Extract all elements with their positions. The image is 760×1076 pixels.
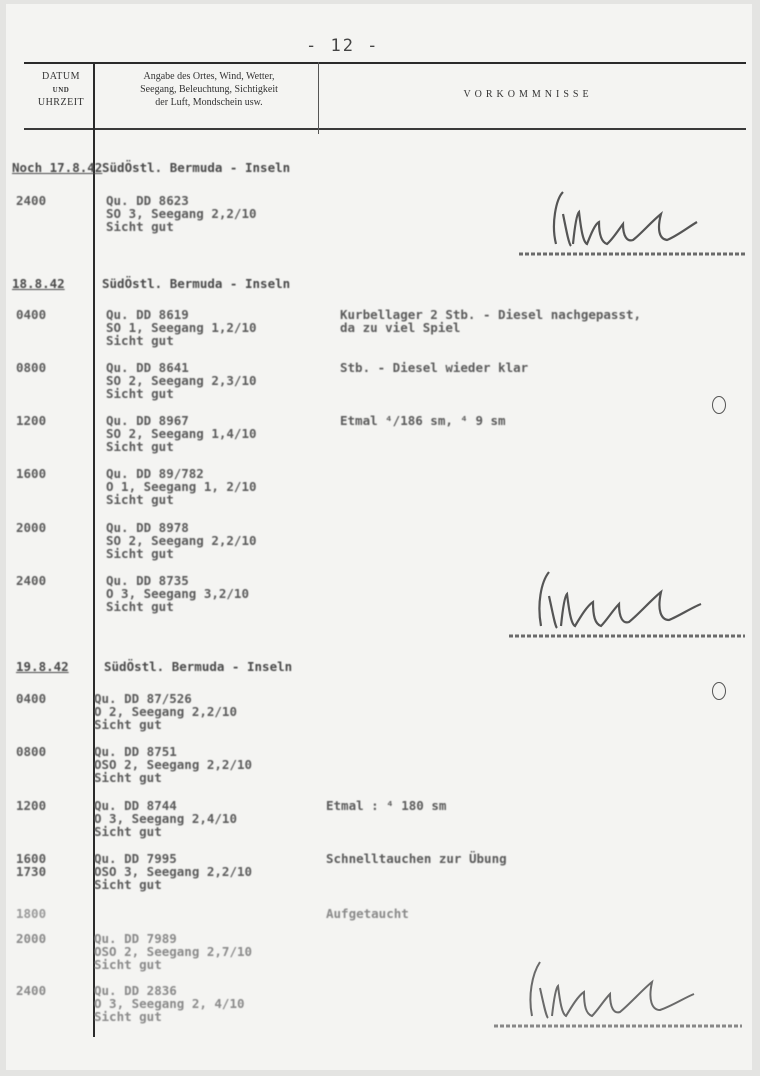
entry-wind: SO 2, Seegang 2,3/10 — [106, 373, 257, 388]
entry-note: Etmal ⁴/186 sm, ⁴ 9 sm — [340, 413, 506, 428]
section-place: SüdÖstl. Bermuda - Inseln — [104, 659, 293, 674]
entry-note: Kurbellager 2 Stb. - Diesel nachgepasst, da zu viel Spiel — [340, 307, 642, 335]
header-place — [98, 70, 320, 109]
entry-sight: Sicht gut — [94, 957, 162, 972]
entry-note: Aufgetaucht — [326, 906, 409, 921]
header-date-line: DATUM — [41, 71, 81, 82]
header-date-line: und — [52, 84, 70, 95]
entry-time: 1600 — [16, 466, 47, 481]
entry-position: Qu. DD 7989 — [94, 931, 177, 946]
entry-wind: SO 1, Seegang 1,2/10 — [106, 320, 257, 335]
entry-position: Qu. DD 87/526 — [94, 691, 192, 706]
entry-sight: Sicht gut — [94, 770, 162, 785]
entry-wind: OSO 3, Seegang 2,2/10 — [94, 864, 253, 879]
entry-wind: O 2, Seegang 2,2/10 — [94, 704, 237, 719]
entry-sight: Sicht gut — [106, 439, 174, 454]
entry-time: 2400 — [16, 193, 47, 208]
entry-note: Schnelltauchen zur Übung — [326, 851, 507, 866]
header-date-line: UHRZEIT — [37, 97, 85, 108]
entry-wind: OSO 2, Seegang 2,7/10 — [94, 944, 253, 959]
entry-sight: Sicht gut — [94, 877, 162, 892]
entry-wind: O 1, Seegang 1, 2/10 — [106, 479, 257, 494]
header-place-line: Seegang, Beleuchtung, Sichtigkeit — [140, 84, 278, 95]
entry-time: 0400 — [16, 691, 47, 706]
entry-time: 2000 — [16, 931, 47, 946]
signature — [486, 954, 746, 1039]
section-place: SüdÖstl. Bermuda - Inseln — [102, 276, 291, 291]
header-place-line: der Luft, Mondschein usw. — [155, 97, 263, 108]
entry-wind: O 3, Seegang 2,4/10 — [94, 811, 237, 826]
header-bottom-rule — [24, 128, 746, 130]
entry-position: Qu. DD 8623 — [106, 193, 189, 208]
entry-time: 1200 — [16, 798, 47, 813]
entry-position: Qu. DD 7995 — [94, 851, 177, 866]
entry-time: 1600 1730 — [16, 851, 47, 879]
page-number: - 12 - — [306, 36, 380, 56]
entry-sight: Sicht gut — [94, 1009, 162, 1024]
logbook-page — [6, 4, 752, 1070]
entry-sight: Sicht gut — [94, 717, 162, 732]
entry-wind: O 3, Seegang 2, 4/10 — [94, 996, 245, 1011]
entry-position: Qu. DD 8641 — [106, 360, 189, 375]
header-top-rule — [24, 62, 746, 64]
header-place-line: Angabe des Ortes, Wind, Wetter, — [143, 71, 275, 82]
header-events: VORKOMMNISSE — [463, 89, 593, 100]
entry-sight: Sicht gut — [106, 546, 174, 561]
entry-time: 2000 — [16, 520, 47, 535]
section-date: 18.8.42 — [12, 276, 65, 291]
entry-sight: Sicht gut — [106, 492, 174, 507]
entry-sight: Sicht gut — [106, 333, 174, 348]
entry-wind: SO 2, Seegang 1,4/10 — [106, 426, 257, 441]
section-date: 19.8.42 — [16, 659, 69, 674]
entry-time: 2400 — [16, 573, 47, 588]
entry-wind: O 3, Seegang 3,2/10 — [106, 586, 249, 601]
entry-sight: Sicht gut — [106, 219, 174, 234]
circle-mark-icon — [712, 682, 726, 700]
circle-mark-icon — [712, 396, 726, 414]
entry-sight: Sicht gut — [106, 386, 174, 401]
entry-wind: SO 2, Seegang 2,2/10 — [106, 533, 257, 548]
signature — [511, 184, 751, 264]
section-place: SüdÖstl. Bermuda - Inseln — [102, 160, 291, 175]
entry-position: Qu. DD 2836 — [94, 983, 177, 998]
header-date — [26, 70, 96, 109]
entry-sight: Sicht gut — [94, 824, 162, 839]
entry-time: 0400 — [16, 307, 47, 322]
entry-position: Qu. DD 8978 — [106, 520, 189, 535]
entry-position: Qu. DD 8744 — [94, 798, 177, 813]
entry-note: Stb. - Diesel wieder klar — [340, 360, 529, 375]
entry-wind: OSO 2, Seegang 2,2/10 — [94, 757, 253, 772]
entry-note: Etmal : ⁴ 180 sm — [326, 798, 447, 813]
entry-time: 1800 — [16, 906, 47, 921]
signature — [501, 564, 751, 649]
entry-position: Qu. DD 8751 — [94, 744, 177, 759]
entry-position: Qu. DD 8967 — [106, 413, 189, 428]
entry-time: 2400 — [16, 983, 47, 998]
entry-position: Qu. DD 8619 — [106, 307, 189, 322]
entry-time: 0800 — [16, 744, 47, 759]
entry-time: 1200 — [16, 413, 47, 428]
entry-position: Qu. DD 89/782 — [106, 466, 204, 481]
entry-wind: SO 3, Seegang 2,2/10 — [106, 206, 257, 221]
entry-position: Qu. DD 8735 — [106, 573, 189, 588]
entry-sight: Sicht gut — [106, 599, 174, 614]
entry-time: 0800 — [16, 360, 47, 375]
section-date: Noch 17.8.42 — [12, 160, 103, 175]
